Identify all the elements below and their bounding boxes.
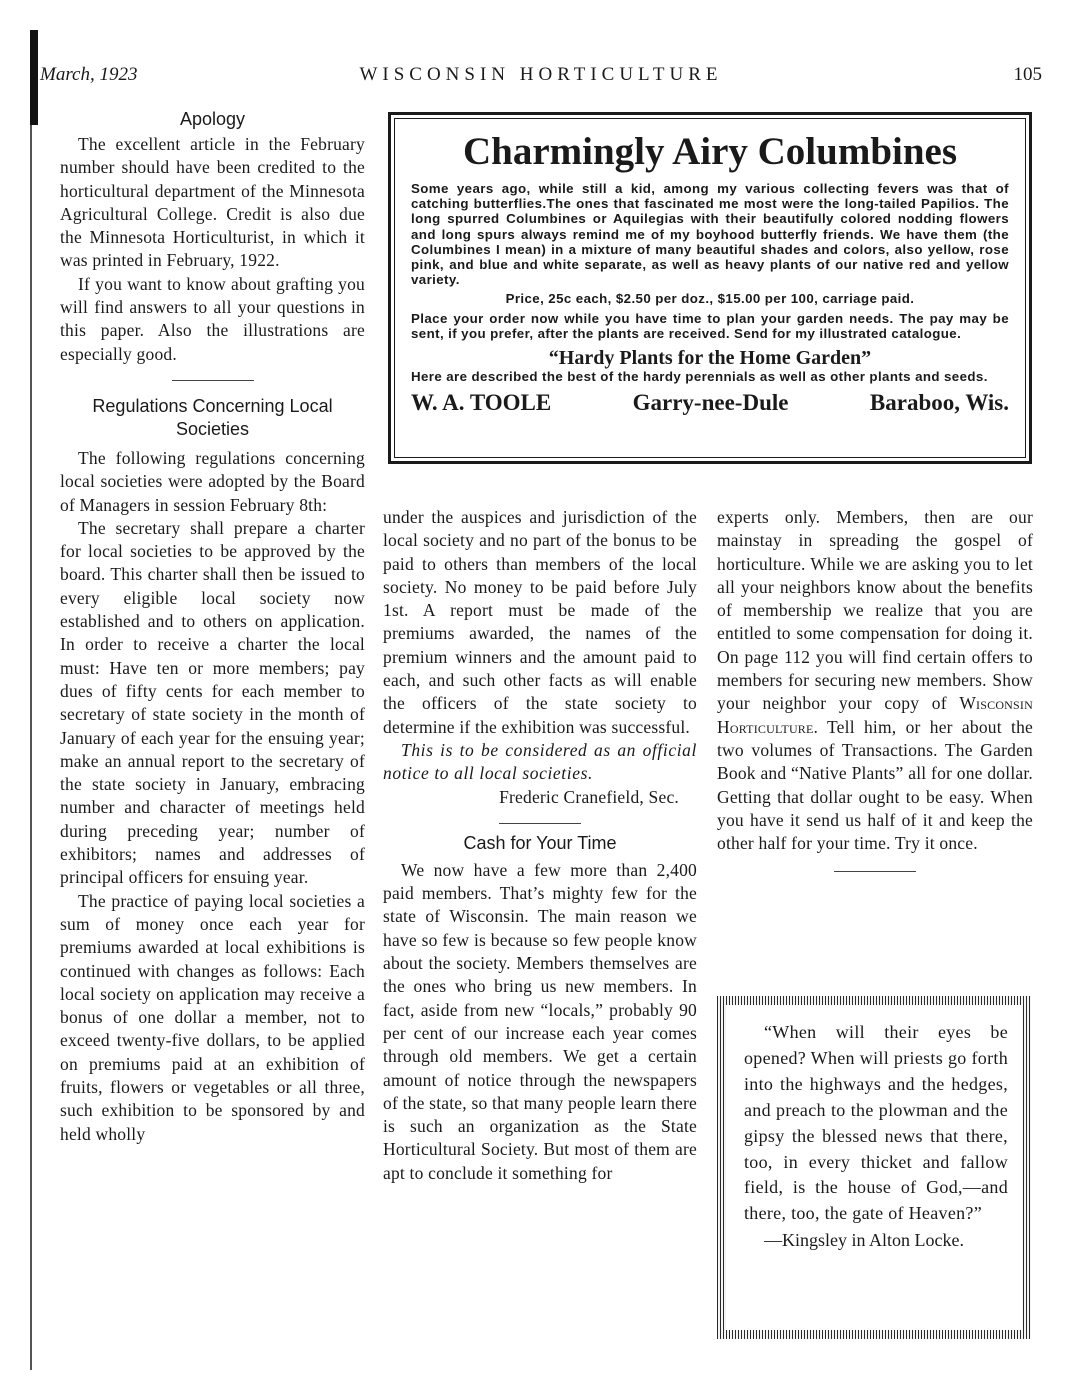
cash-paragraph-2-start: experts only. Members, then are our mainstay in spreading the gospel of horticulture. While we are asking you to let all your neighbors know about the benefits of membership we realize that you are entitled to some compensation for doing it. On page 112 you will find certain offers to members for securing new members. Show your neighbor your copy of [717,507,1033,714]
apology-paragraph-2: If you want to know about grafting you will find answers to all your questions in this paper. Also the illustrations are especially good. [60,273,365,364]
official-notice: This is to be considered as an official notice to all local societies. [383,739,697,784]
section-divider [834,871,916,872]
ad-body: Some years ago, while still a kid, among my various collecting fevers was that of catching butterflies.The ones that fascinated me most were the long-tailed Papilios. The long spurred Columbines or Aquilegias with their beautifully colored nodding flowers and long spurs always remind me of my boyhood butterfly friends. We have them (the Columbines I mean) in a mixture of many beautiful shades and colors, also yellow, rose pink, and blue and white separate, as well as heavy plants of our native red and yellow variety. [411,181,1009,288]
regulations-heading-line-2: Societies [175,418,250,439]
apology-paragraph-1: The excellent article in the February number should have been credited to the horticultural department of the Minnesota Agricultural College. Credit is also due the Minnesota Horticulturist, in which it was printed in February, 1922. [60,134,365,271]
ad-catalogue-description: Here are described the best of the hardy perennials as well as other plants and seeds. [411,369,988,385]
section-divider [172,380,254,381]
ad-advertiser-name: W. A. TOOLE [411,390,552,416]
cash-paragraph-1: We now have a few more than 2,400 paid members. That’s mighty few for the state of Wisconsin. The main reason we have so few is because so few people know about the society. Members themselves are the ones who bring us new members. In fact, aside from new “locals,” probably 90 per cent of our increase each year comes through old members. We get a certain amount of notice through the newspapers of the state, so that many people learn there is such an organization as the State Horticultural Society. But most of them are apt to conclude it something for [383,859,697,1183]
columbines-advertisement [388,112,1032,464]
cash-heading: Cash for Your Time [463,832,617,853]
ad-price: Price, 25c each, $2.50 per doz., $15.00 per 100, carriage paid. [505,291,915,307]
section-divider [499,823,581,824]
page-number: 105 [1013,64,1042,85]
regulations-paragraph-2: The secretary shall prepare a charter for local societies to be approved by the board. This charter shall then be issued to every eligible local society now established and to others on application. In order to receive a charter the local must: Have ten or more members; pay dues of fifty cents for each member to secretary of state society in the month of January of each year for the ensuing year; make an annual report to the secretary of the state society in January, embracing number and character of meetings held during preceding year; number of exhibitors; names and addresses of principal officers for ensuing year. [60,517,365,888]
page-header [40,64,1042,92]
kingsley-quote-box [717,996,1031,1339]
ad-footer [411,390,1009,416]
apology-heading: Apology [179,109,246,129]
regulations-paragraph-4: under the auspices and jurisdiction of the local society and no part of the bonus to be paid to others than members of the local society. No money to be paid before July 1st. A report must be made of the premiums awarded, the names of the premium winners and the amount paid to each, and such other facts as will enable the officers of the state society to determine if the exhibition was successful. [383,507,697,737]
journal-title: WISCONSIN HORTICULTURE [359,64,723,85]
quote-attribution: —Kingsley in Alton Locke. [764,1230,964,1251]
regulations-heading-line-1: Regulations Concerning Local [92,395,333,416]
binding-edge-mark [30,30,38,125]
ad-location: Baraboo, Wis. [869,390,1009,416]
column-middle [383,506,697,1185]
quote-text: “When will their eyes be opened? When will priests go forth into the highways and the hedges, and preach to the plowman and the gipsy the blessed news that there, too, in every thicket and fallow field, is the house of God,—and there, too, the gate of Heaven?” [744,1022,1008,1224]
binding-edge-line [30,125,32,1370]
issue-date: March, 1923 [40,64,138,85]
ad-order-info: Place your order now while you have time to plan your garden needs. The pay may be sent, if you prefer, after the plants are received. Send for my illustrated catalogue. [411,310,1009,341]
column-left [60,108,365,1146]
ad-catalogue-title: “Hardy Plants for the Home Garden” [548,347,872,370]
regulations-paragraph-3: The practice of paying local societies a sum of money once each year for premiums awarded at local exhibitions is continued with changes as follows: Each local society on application may receive a bonus of one dollar a member, not to exceed twenty-five dollars, to be applied on premiums paid at an exhibition of fruits, flowers or vegetables or all three, such exhibition to be sponsored by and held wholly [60,890,365,1144]
cash-paragraph-2-end: Tell him, or her about the two volumes of Transactions. The Garden Book and “Native Plants” all for one dollar. Getting that dollar ought to be easy. When you have it send us half of it and keep the other half for your time. Try it once. [717,716,1033,854]
secretary-signature: Frederic Cranefield, Sec. [499,786,679,807]
column-right [717,506,1033,872]
cash-paragraph-2 [717,506,1033,855]
ad-farm-name: Garry-nee-Dule [632,390,789,416]
regulations-paragraph-1: The following regulations concerning local societies were adopted by the Board of Managers in session February 8th: [60,447,365,515]
journal-name-small-caps: Wisconsin Horticulture. [717,693,1033,737]
ad-title: Charmingly Airy Columbines [462,130,958,173]
